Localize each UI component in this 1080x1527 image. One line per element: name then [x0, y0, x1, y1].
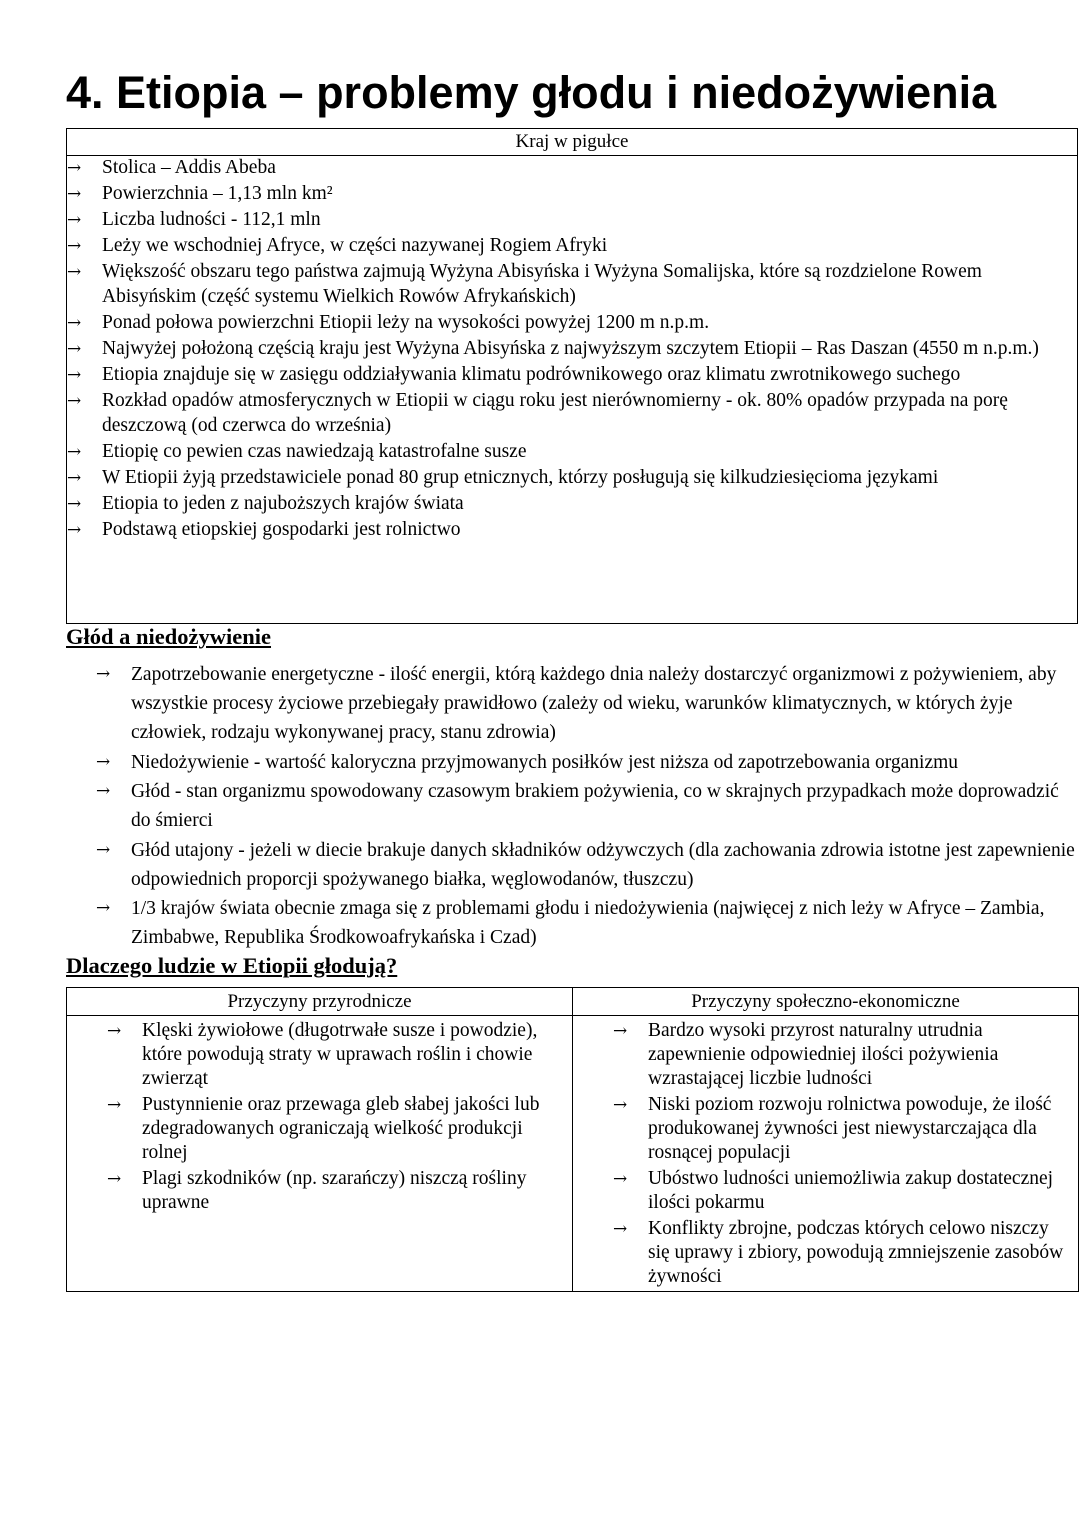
- list-item: → Głód utajony - jeżeli w diecie brakuje danych składników odżywczych (dla zachowania zdrowia istotne jest zapewnienie odpowiednich proporcji spożywanego białka, węglowodanów, tłuszczu): [96, 836, 1076, 894]
- arrow-icon: →: [107, 1095, 122, 1115]
- arrow-icon: →: [613, 1021, 628, 1041]
- list-item: → Podstawą etiopskiej gospodarki jest rolnictwo: [67, 518, 1077, 543]
- socioeconomic-causes-cell: [573, 1016, 1079, 1292]
- list-item: → Etiopia znajduje się w zasięgu oddziaływania klimatu podrównikowego oraz klimatu zwrotnikowego suchego: [67, 363, 1077, 388]
- arrow-icon: →: [67, 391, 82, 412]
- country-facts-list: [67, 156, 1077, 543]
- arrow-icon: →: [96, 898, 111, 918]
- list-item: → Najwyżej położoną częścią kraju jest Wyżyna Abisyńska z najwyższym szczytem Etiopii – Ras Daszan (4550 m n.p.m.): [67, 337, 1077, 362]
- list-item: → Powierzchnia – 1,13 mln km²: [67, 182, 1077, 207]
- hunger-section-heading: Głód a niedożywienie: [66, 624, 272, 649]
- socioeconomic-causes-header: Przyczyny społeczno-ekonomiczne: [573, 988, 1079, 1016]
- arrow-icon: →: [67, 210, 82, 231]
- arrow-icon: →: [67, 158, 82, 178]
- list-item: → Ponad połowa powierzchni Etiopii leży na wysokości powyżej 1200 m n.p.m.: [67, 311, 1077, 336]
- arrow-icon: →: [107, 1021, 122, 1041]
- list-item: → Niski poziom rozwoju rolnictwa powoduje, że ilość produkowanej żywności jest niewystarczająca dla rosnącej populacji: [613, 1094, 1052, 1163]
- causes-section-heading: Dlaczego ludzie w Etiopii głodują?: [66, 953, 398, 978]
- country-summary-box: [66, 128, 1078, 624]
- list-item: → Klęski żywiołowe (długotrwałe susze i powodzie), które powodują straty w uprawach roślin i chowie zwierząt: [107, 1020, 538, 1089]
- list-item: → Ubóstwo ludności uniemożliwia zakup dostatecznej ilości pokarmu: [613, 1168, 1054, 1213]
- arrow-icon: →: [96, 781, 111, 801]
- arrow-icon: →: [96, 664, 111, 684]
- arrow-icon: →: [67, 184, 82, 205]
- list-item: → Leży we wschodniej Afryce, w części nazywanej Rogiem Afryki: [67, 234, 1077, 259]
- arrow-icon: →: [96, 751, 111, 772]
- arrow-icon: →: [67, 262, 82, 283]
- arrow-icon: →: [67, 236, 82, 257]
- arrow-icon: →: [67, 312, 82, 333]
- list-item: → Zapotrzebowanie energetyczne - ilość energii, którą każdego dnia należy dostarczyć organizmowi z pożywieniem, aby wszystkie procesy życiowe przebiegały prawidłowo (zależy od wieku, warunków klimatycznych, w których żyje człowiek, rodzaju wykonywanej pracy, stanu zdrowia): [96, 660, 1076, 747]
- page-title: 4. Etiopia – problemy głodu i niedożywienia: [66, 67, 997, 118]
- causes-table: [66, 987, 1079, 1292]
- list-item: → W Etiopii żyją przedstawiciele ponad 80 grup etnicznych, którzy posługują się kilkudziesięcioma językami: [67, 466, 1077, 491]
- arrow-icon: →: [96, 839, 111, 860]
- arrow-icon: →: [67, 441, 82, 462]
- arrow-icon: →: [107, 1169, 122, 1189]
- arrow-icon: →: [67, 494, 82, 515]
- arrow-icon: →: [67, 365, 82, 386]
- list-item: → Rozkład opadów atmosferycznych w Etiopii w ciągu roku jest nierównomierny - ok. 80% opadów przypada na porę deszczową (od czerwca do września): [67, 390, 1008, 436]
- natural-causes-header: Przyczyny przyrodnicze: [67, 988, 573, 1016]
- country-summary-header: Kraj w pigułce: [67, 129, 1077, 156]
- arrow-icon: →: [613, 1095, 628, 1115]
- list-item: → Etiopię co pewien czas nawiedzają katastrofalne susze: [67, 440, 1077, 465]
- list-item: → Etiopia to jeden z najuboższych krajów świata: [67, 492, 1077, 517]
- list-item: → Pustynnienie oraz przewaga gleb słabej jakości lub zdegradowanych ograniczają wielkość produkcji rolnej: [107, 1094, 540, 1163]
- natural-causes-list: [107, 1019, 562, 1215]
- arrow-icon: →: [67, 467, 82, 488]
- list-item: → Niedożywienie - wartość kaloryczna przyjmowanych posiłków jest niższa od zapotrzebowania organizmu: [96, 748, 1076, 777]
- hunger-definitions-list: [96, 660, 1076, 953]
- socioeconomic-causes-list: [613, 1019, 1068, 1289]
- arrow-icon: →: [67, 520, 82, 541]
- natural-causes-cell: [67, 1016, 573, 1292]
- list-item: → 1/3 krajów świata obecnie zmaga się z problemami głodu i niedożywienia (najwięcej z nich leży w Afryce – Zambia, Zimbabwe, Republika Środkowoafrykańska i Czad): [96, 894, 1076, 952]
- list-item: → Głód - stan organizmu spowodowany czasowym brakiem pożywienia, co w skrajnych przypadkach może doprowadzić do śmierci: [96, 777, 1076, 835]
- list-item: → Stolica – Addis Abeba: [67, 156, 1077, 181]
- list-item: → Plagi szkodników (np. szarańczy) niszczą rośliny uprawne: [107, 1168, 527, 1213]
- arrow-icon: →: [613, 1219, 628, 1239]
- list-item: → Liczba ludności - 112,1 mln: [67, 208, 1077, 233]
- list-item: → Większość obszaru tego państwa zajmują Wyżyna Abisyńska i Wyżyna Somalijska, które są rozdzielone Rowem Abisyńskim (część systemu Wielkich Rowów Afrykańskich): [67, 261, 982, 307]
- list-item: → Konflikty zbrojne, podczas których celowo niszczy się uprawy i zbiory, powodują zmniejszenie zasobów żywności: [613, 1218, 1064, 1287]
- arrow-icon: →: [67, 339, 82, 360]
- arrow-icon: →: [613, 1169, 628, 1189]
- list-item: → Bardzo wysoki przyrost naturalny utrudnia zapewnienie odpowiedniej ilości pożywienia wzrastającej liczbie ludności: [613, 1020, 999, 1089]
